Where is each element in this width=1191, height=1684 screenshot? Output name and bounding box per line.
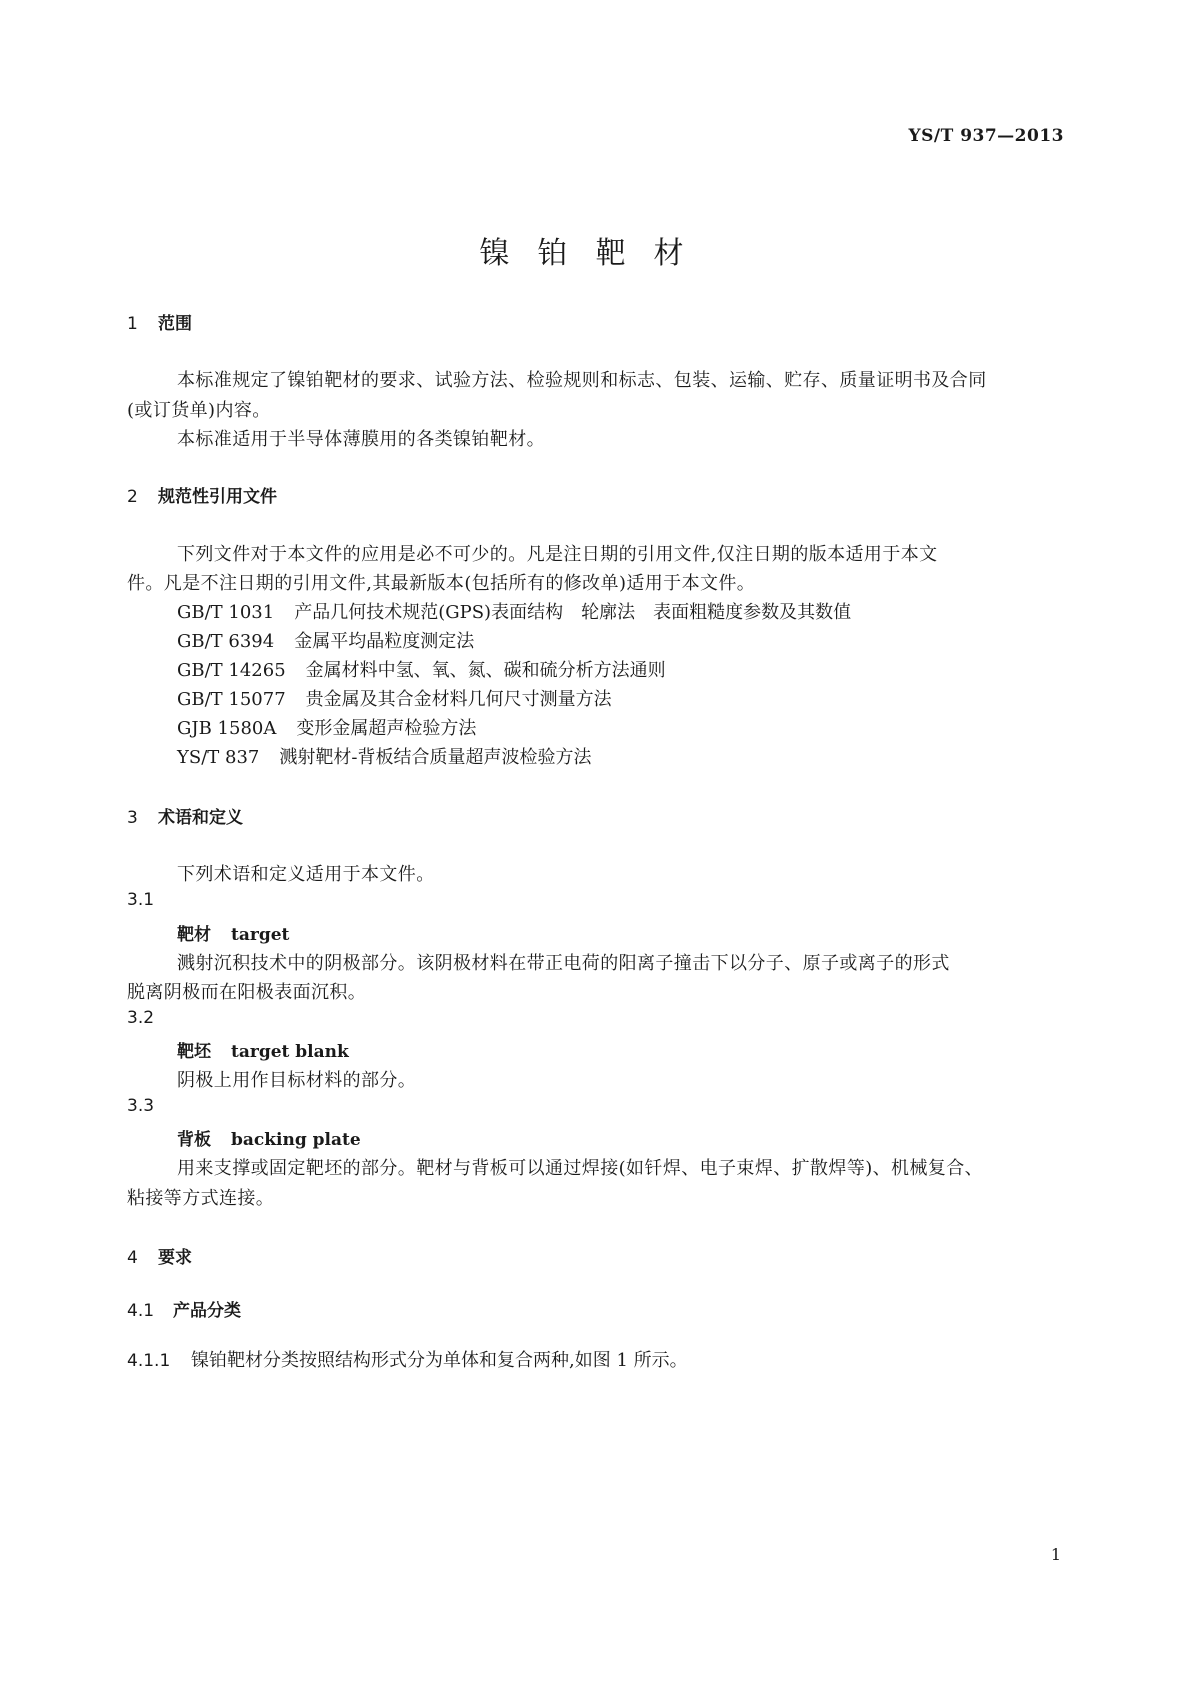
normative-reference [177,743,591,769]
term-en: target [231,925,290,945]
section-2-heading [127,482,277,507]
s2-paragraph-line-1: 下列文件对于本文件的应用是必不可少的。凡是注日期的引用文件,仅注日期的版本适用于本文 [177,544,938,565]
section-number: 1 [127,314,138,334]
s2-paragraph-line-2: 件。凡是不注日期的引用文件,其最新版本(包括所有的修改单)适用于本文件。 [127,573,756,594]
section-number: 3 [127,808,138,828]
section-title: 范围 [158,314,192,334]
reference-title: 变形金属超声检验方法 [296,718,477,739]
subsection-number: 4.1 [127,1301,155,1321]
section-4-heading [127,1243,192,1268]
term-definition-line-1: 用来支撑或固定靶坯的部分。靶材与背板可以通过焊接(如钎焊、电子束焊、扩散焊等)、机械复合、 [177,1158,984,1179]
clause-4-1-1 [127,1346,688,1372]
term-definition-line-1: 溅射沉积技术中的阴极部分。该阴极材料在带正电荷的阳离子撞击下以分子、原子或离子的形式 [177,953,950,974]
reference-title: 贵金属及其合金材料几何尺寸测量方法 [305,689,612,710]
term-en: backing plate [231,1130,361,1150]
reference-code: GB/T 14265 [177,660,286,681]
term-entry [177,1125,361,1150]
reference-title: 溅射靶材-背板结合质量超声波检验方法 [279,747,592,768]
document-title: 镍铂靶材 [479,236,712,271]
term-definition-line-2: 粘接等方式连接。 [127,1188,275,1209]
reference-code: GB/T 1031 [177,602,275,623]
page-number: 1 [1050,1545,1061,1564]
term-number: 3.1 [127,890,155,910]
normative-reference [177,714,476,740]
s1-paragraph-1-line-2: (或订货单)内容。 [127,400,271,421]
subsection-title: 产品分类 [173,1301,241,1321]
s3-intro: 下列术语和定义适用于本文件。 [177,864,435,885]
reference-title: 产品几何技术规范(GPS)表面结构 轮廓法 表面粗糙度参数及其数值 [294,602,852,623]
term-en: target blank [231,1042,349,1062]
normative-reference [177,685,612,711]
section-title: 术语和定义 [158,808,243,828]
subsection-heading [127,1296,241,1321]
normative-reference [177,627,474,653]
s1-paragraph-1-line-1: 本标准规定了镍铂靶材的要求、试验方法、检验规则和标志、包装、运输、贮存、质量证明书及合同 [177,370,987,391]
section-title: 要求 [158,1248,192,1268]
term-zh: 靶材 [177,925,211,945]
normative-reference [177,598,851,624]
term-definition-line-1: 阴极上用作目标材料的部分。 [177,1070,417,1091]
reference-title: 金属材料中氢、氧、氮、碳和硫分析方法通则 [305,660,666,681]
clause-text: 镍铂靶材分类按照结构形式分为单体和复合两种,如图 1 所示。 [191,1350,688,1371]
clause-number: 4.1.1 [127,1351,171,1371]
section-number: 4 [127,1248,138,1268]
section-number: 2 [127,487,138,507]
reference-title: 金属平均晶粒度测定法 [294,631,475,652]
s1-paragraph-2: 本标准适用于半导体薄膜用的各类镍铂靶材。 [177,429,545,450]
section-title: 规范性引用文件 [158,487,277,507]
term-zh: 背板 [177,1130,211,1150]
section-1-heading [127,309,192,334]
section-3-heading [127,803,243,828]
reference-code: GB/T 6394 [177,631,275,652]
term-number: 3.2 [127,1008,155,1028]
reference-code: YS/T 837 [177,747,260,768]
reference-code: GB/T 15077 [177,689,286,710]
term-zh: 靶坯 [177,1042,211,1062]
term-entry [177,920,289,945]
term-definition-line-2: 脱离阴极而在阳极表面沉积。 [127,982,367,1003]
term-number: 3.3 [127,1096,155,1116]
normative-reference [177,656,666,682]
standard-number: YS/T 937—2013 [908,126,1064,146]
term-entry [177,1037,349,1062]
reference-code: GJB 1580A [177,718,277,739]
